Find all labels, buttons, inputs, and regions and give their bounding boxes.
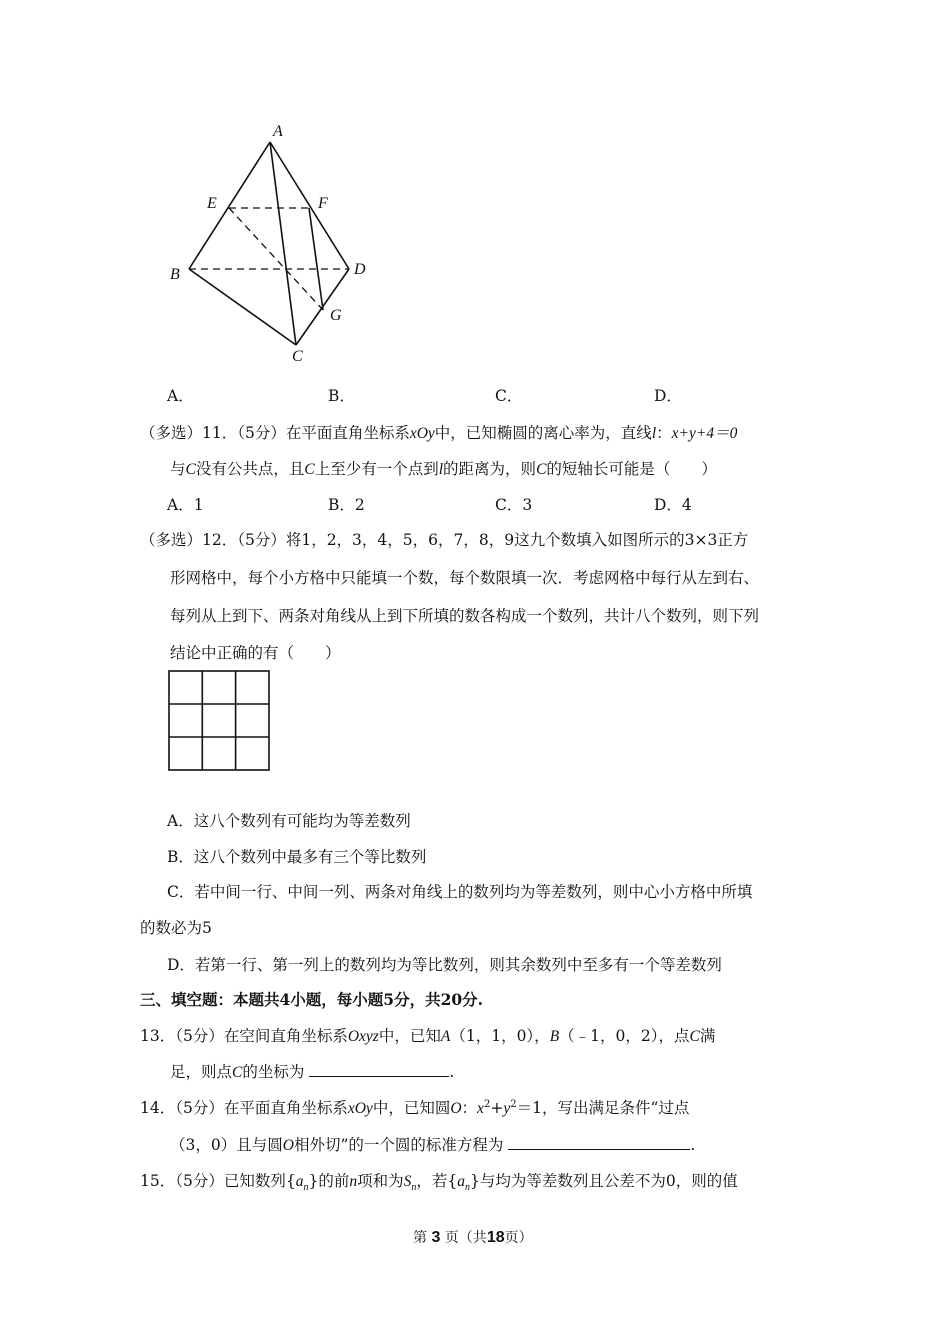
q15-b: }的前 <box>308 1172 350 1190</box>
q14-l2b: 相外切”的一个圆的标准方程为 <box>293 1136 504 1154</box>
q15-sub-n3: n <box>464 1182 470 1194</box>
q11-option-a[interactable]: A．1 <box>167 496 204 514</box>
q14-answer-blank[interactable] <box>508 1135 690 1150</box>
q15-c: 项和为 <box>357 1172 404 1190</box>
q11-tag: （多选）11．（5分）在平面直角坐标系 <box>140 424 410 442</box>
section-3-heading: 三、填空题：本题共4小题，每小题5分，共20分. <box>140 990 484 1009</box>
q13-a: （5分）在空间直角坐标系 <box>175 1027 348 1045</box>
q12-option-c[interactable]: C．若中间一行、中间一列、两条对角线上的数列均为等差数列，则中心小方格中所填 <box>167 883 753 901</box>
q15-Sn: S <box>403 1173 412 1190</box>
q14-sq2: 2 <box>510 1098 517 1110</box>
q15-line1 <box>140 1169 738 1193</box>
q14-end: . <box>690 1136 696 1154</box>
label-C: C <box>292 348 303 365</box>
q12-line3: 每列从上到下、两条对角线从上到下所填的数各构成一个数列，共计八个数列，则下列 <box>170 607 760 625</box>
footer-post: 页） <box>504 1230 533 1246</box>
q10-option-d[interactable]: D． <box>654 387 682 405</box>
label-G: G <box>330 307 342 324</box>
q14-y: y <box>503 1100 511 1117</box>
q13-l2a: 足，则点 <box>170 1063 233 1081</box>
q11-C3: C <box>536 461 547 478</box>
q15-an2: a <box>457 1173 465 1190</box>
q14-colon: ： <box>461 1099 478 1117</box>
q11-line-var: l <box>651 425 657 442</box>
q15-a: （5分）已知数列{ <box>175 1172 296 1190</box>
q14-a: （5分）在平面直角坐标系 <box>175 1099 348 1117</box>
q11-option-c[interactable]: C．3 <box>495 496 533 514</box>
footer-mid: 页（共 <box>444 1230 487 1246</box>
grid-3x3-figure <box>168 670 272 772</box>
q10-option-c[interactable]: C． <box>495 387 523 405</box>
q14-O2: O <box>282 1137 294 1154</box>
q10-option-b[interactable]: B． <box>328 387 355 405</box>
q11-C2: C <box>304 461 315 478</box>
q11-colon: ： <box>656 424 672 442</box>
q13-end: . <box>449 1063 455 1081</box>
label-D: D <box>354 261 366 278</box>
q14-line1 <box>140 1096 689 1118</box>
footer-page-number: 3 <box>431 1229 441 1246</box>
edge-AC <box>270 142 296 345</box>
label-E: E <box>207 195 217 212</box>
q14-plus: + <box>490 1099 504 1117</box>
q10-option-a[interactable]: A． <box>167 387 194 405</box>
q11-line2 <box>170 457 717 479</box>
q11-coord: xOy <box>409 425 435 442</box>
q13-num: 13． <box>140 1027 176 1045</box>
edge-AB <box>189 142 270 269</box>
q14-coord: xOy <box>347 1100 373 1117</box>
q13-C: C <box>689 1028 700 1045</box>
q13-line2 <box>170 1060 454 1082</box>
q11-C1: C <box>185 461 196 478</box>
page-footer <box>413 1227 533 1247</box>
q13-l2b: 的坐标为 <box>242 1063 305 1081</box>
footer-total-pages: 18 <box>486 1229 505 1246</box>
q15-d: ，若{ <box>416 1172 458 1190</box>
q13-b4: 满 <box>699 1027 716 1045</box>
q14-l2a: （3，0）且与圆 <box>170 1136 283 1154</box>
q11-line-eq: x+y+4＝0 <box>671 425 738 442</box>
footer-pre: 第 <box>413 1230 427 1246</box>
q11-l2b: 没有公共点，且 <box>195 460 305 478</box>
q14-line2 <box>170 1133 695 1155</box>
q13-C2: C <box>232 1064 243 1081</box>
q13-answer-blank[interactable] <box>309 1062 449 1077</box>
q13-b2: （1，1，0）， <box>450 1027 550 1045</box>
q13-b3: （﹣1，0，2），点 <box>559 1027 690 1045</box>
q15-e: }与均为等差数列且公差不为0，则的值 <box>469 1172 738 1190</box>
q14-eq: ＝1，写出满足条件“过点 <box>516 1099 690 1117</box>
q12-line4: 结论中正确的有（ ） <box>170 644 341 662</box>
q13-coord: Oxyz <box>347 1028 379 1045</box>
q15-sub-n2: n <box>411 1182 417 1194</box>
label-F: F <box>318 195 328 212</box>
q11-l2e: 的短轴长可能是（ ） <box>546 460 717 478</box>
q12-option-a[interactable]: A．这八个数列有可能均为等差数列 <box>167 812 411 830</box>
q12-option-b[interactable]: B．这八个数列中最多有三个等比数列 <box>167 848 427 866</box>
edge-AD <box>270 142 349 269</box>
q15-n: n <box>349 1173 358 1190</box>
q12-option-c-cont: 的数必为5 <box>140 919 212 937</box>
q11-l2c: 上至少有一个点到 <box>314 460 439 478</box>
q11-l2a: 与 <box>170 460 186 478</box>
q13-b: 中，已知 <box>378 1027 441 1045</box>
q11-mid: 中，已知椭圆的离心率为，直线 <box>434 424 652 442</box>
q15-sub-n: n <box>303 1182 309 1194</box>
q11-option-d[interactable]: D．4 <box>654 496 692 514</box>
q14-O: O <box>450 1100 462 1117</box>
q14-sq1: 2 <box>483 1098 491 1110</box>
q15-num: 15． <box>140 1172 176 1190</box>
edge-BC <box>189 269 296 345</box>
tetrahedron-figure <box>160 115 380 370</box>
q14-b: 中，已知圆 <box>372 1099 451 1117</box>
dashed-EG <box>229 208 323 310</box>
q12-line1: （多选）12．（5分）将1，2，3，4，5，6，7，8，9这九个数填入如图所示的3×3正方 <box>140 531 749 549</box>
label-A: A <box>273 123 283 140</box>
q11-line1 <box>140 421 737 443</box>
q14-num: 14． <box>140 1099 176 1117</box>
q13-line1 <box>140 1024 715 1046</box>
q15-an: a <box>295 1173 304 1190</box>
q12-line2: 形网格中，每个小方格中只能填一个数，每个数限填一次．考虑网格中每行从左到右、 <box>170 569 760 587</box>
q13-A: A <box>440 1028 451 1045</box>
label-B: B <box>170 266 180 283</box>
q14-x: x <box>477 1100 484 1117</box>
q13-B: B <box>549 1028 560 1045</box>
q11-l2: l <box>438 461 444 478</box>
q12-option-d[interactable]: D．若第一行、第一列上的数列均为等比数列，则其余数列中至多有一个等差数列 <box>167 956 722 974</box>
q11-l2d: 的距离为，则 <box>443 460 537 478</box>
q11-option-b[interactable]: B．2 <box>328 496 365 514</box>
